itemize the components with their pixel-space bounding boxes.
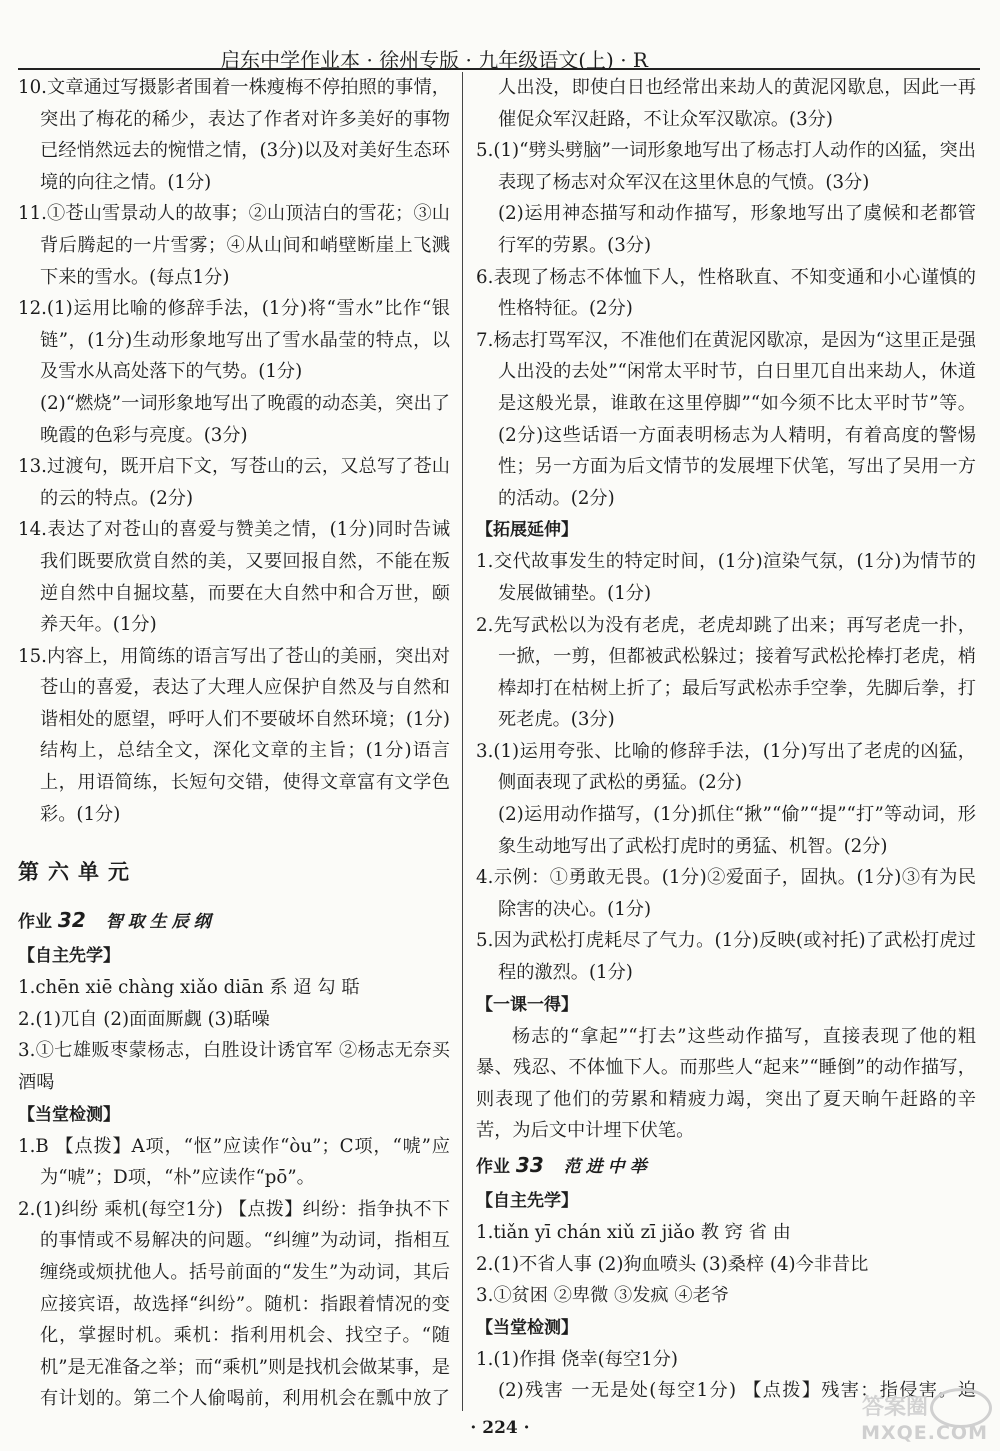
homework-32-answers xyxy=(18,940,450,1411)
answer-paragraph: (2)残害 一无是处(每空1分) 【点拨】残害：指侵害。迫 xyxy=(498,1380,976,1402)
answer-paragraph: 1.(1)作揖 侥幸(每空1分) xyxy=(476,1348,678,1370)
homework-33-answers xyxy=(476,1185,976,1411)
answer-paragraph: 1.交代故事发生的特定时间，(1分)渲染气氛，(1分)为情节的发展做铺垫。(1分) xyxy=(476,551,976,604)
watermark-cn: 答案圈 xyxy=(861,1395,928,1420)
section-heading: 【自主先学】 xyxy=(476,1191,578,1211)
answer-paragraph: 3.(1)运用夸张、比喻的修辞手法，(1分)写出了老虎的凶猛，侧面表现了武松的勇猛。(2分) xyxy=(476,740,976,794)
answer-paragraph: 杨志的“拿起”“打去”这些动作描写，直接表现了他的粗暴、残忍、不体恤下人。而那些人“起来”“睡倒”的动作描写，则表现了他们的劳累和精疲力竭，突出了夏天晌午赶路的辛苦，为后文中计埋下伏笔。 xyxy=(476,1025,976,1142)
section-heading: 【当堂检测】 xyxy=(18,1104,120,1125)
answer-paragraph: 15.内容上，用简练的语言写出了苍山的美丽，突出对苍山的喜爱，表达了大理人应保护自然及与自然和谐相处的愿望，呼吁人们不要破坏自然环境；(1分)结构上，总结全文，深化文章的主旨；(1分)语言上，用语简练，长短句交错，使得文章富有文学色彩。(1分) xyxy=(18,645,450,825)
page-header xyxy=(0,0,1000,72)
answer-paragraph: 2.先写武松以为没有老虎，老虎却跳了出来；再写老虎一扑，一掀，一剪，但都被武松躲过；接着写武松抡棒打老虎，梢棒却打在枯树上折了；最后写武松赤手空拳，先脚后拳，打死老虎。(3分) xyxy=(476,614,976,731)
answer-paragraph: (2)运用动作描写，(1分)抓住“揪”“偷”“提”“打”等动词，形象生动地写出了武松打虎时的勇猛、机智。(2分) xyxy=(498,804,976,857)
answer-paragraph: 人出没，即使白日也经常出来劫人的黄泥冈歇息，因此一再催促众军汉赶路，不让众军汉歇凉。(3分) xyxy=(498,77,976,130)
header-rule xyxy=(18,68,980,70)
answer-paragraph: 12.(1)运用比喻的修辞手法，(1分)将“雪水”比作“银链”，(1分)生动形象地写出了雪水晶莹的特点，以及雪水从高处落下的气势。(1分) xyxy=(18,298,450,383)
column-divider xyxy=(462,72,463,1411)
answer-paragraph: (2)运用神态描写和动作描写，形象地写出了虞候和老都管行军的劳累。(3分) xyxy=(498,203,976,256)
answer-paragraph: 14.表达了对苍山的喜爱与赞美之情，(1分)同时告诫我们既要欣赏自然的美，又要回报自然，不能在叛逆自然中自掘坟墓，而要在大自然中和合万世，颐养天年。(1分) xyxy=(18,519,450,636)
watermark-logo xyxy=(842,1388,992,1444)
answer-paragraph: (2)“燃烧”一词形象地写出了晚霞的动态美，突出了晚霞的色彩与亮度。(3分) xyxy=(40,392,450,446)
watermark-url: MXQE.COM xyxy=(861,1422,988,1444)
right-column xyxy=(476,72,976,1411)
section-heading: 【一课一得】 xyxy=(476,994,578,1015)
answer-paragraph: 4.示例：①勇敢无畏。(1分)②爱面子，固执。(1分)③有为民除害的决心。(1分) xyxy=(476,867,976,920)
homework-title: 范进中举 xyxy=(563,1157,652,1177)
homework-label: 作业 xyxy=(18,912,52,933)
answer-paragraph: 1.B 【点拨】A项，“怄”应读作“òu”；C项，“唬”应为“唬”；D项，“朴”应读作“pō”。 xyxy=(18,1135,450,1189)
answer-paragraph: 1.tiǎn yī chán xiǔ zī jiǎo 教 窍 省 由 xyxy=(476,1222,791,1243)
answer-paragraph: 6.表现了杨志不体恤下人，性格耿直、不知变通和小心谨慎的性格特征。(2分) xyxy=(476,266,976,320)
answer-paragraph: 10.文章通过写摄影者围着一株瘦梅不停拍照的事情，突出了梅花的稀少，表达了作者对许多美好的事物已经悄然远去的惋惜之情，(3分)以及对美好生态环境的向往之情。(1分) xyxy=(18,77,450,193)
homework-number: 32 xyxy=(57,908,86,933)
answer-paragraph: 11.①苍山雪景动人的故事；②山顶洁白的雪花；③山背后腾起的一片雪雾；④从山间和峭壁断崖上飞溅下来的雪水。(每点1分) xyxy=(18,203,450,288)
section-heading: 【当堂检测】 xyxy=(476,1317,578,1338)
section-heading: 【拓展延伸】 xyxy=(476,520,578,541)
right-answers xyxy=(476,72,976,1147)
header-title: 启东中学作业本 · 徐州专版 · 九年级语文(上) · R xyxy=(220,48,648,72)
unit-title: 第六单元 xyxy=(18,860,138,885)
answer-paragraph: 1.chēn xiē chàng xiǎo diān 系 迢 勾 聒 xyxy=(18,977,360,999)
answer-paragraph: 5.因为武松打虎耗尽了气力。(1分)反映(或衬托)了武松打虎过程的激烈。(1分) xyxy=(476,930,976,984)
left-answers xyxy=(18,72,450,830)
answer-paragraph: 2.(1)纠纷 乘机(每空1分) 【点拨】纠纷：指争执不下的事情或不易解决的问题。“纠缠”为动词，指相互缠绕或烦扰他人。括号前面的“发生”为动词，其后应接宾语，故选择“纠纷”。随机：指跟着情况的变化，掌握时机。乘机：指利用机会、找空子。“随机”是无准备之举；而“乘机”则是找机会做某事，是有计划的。第二个人偷喝前，利用机会在瓢中放了 xyxy=(18,1198,450,1410)
section-heading: 【自主先学】 xyxy=(18,946,120,967)
homework-33-heading xyxy=(476,1147,976,1185)
answer-paragraph: 3.①七雄贩枣蒙杨志，白胜设计诱官军 ②杨志无奈买酒喝 xyxy=(18,1040,450,1094)
left-column xyxy=(18,72,450,1411)
answer-paragraph: 13.过渡句，既开启下文，写苍山的云，又总写了苍山的云的特点。(2分) xyxy=(18,456,450,509)
answer-paragraph: 2.(1)兀自 (2)面面厮觑 (3)聒噪 xyxy=(18,1008,270,1030)
homework-number: 33 xyxy=(515,1153,544,1177)
homework-32-heading xyxy=(18,902,450,940)
homework-label: 作业 xyxy=(476,1157,510,1177)
homework-title: 智取生辰纲 xyxy=(105,912,216,933)
answer-paragraph: 7.杨志打骂军汉，不准他们在黄泥冈歇凉，是因为“这里正是强人出没的去处”“闲常太平时节，白日里兀自出来劫人，休道是这般光景，谁敢在这里停脚”“如今须不比太平时节”等。(2分)这些话语一方面表明杨志为人精明，有着高度的警惕性；另一方面为后文情节的发展埋下伏笔，写出了吴用一方的活动。(2分) xyxy=(476,329,976,509)
answer-paragraph: 5.(1)“劈头劈脑”一词形象地写出了杨志打人动作的凶猛，突出表现了杨志对众军汉在这里休息的气愤。(3分) xyxy=(476,140,976,193)
page-number: · 224 · xyxy=(470,1418,530,1438)
answer-paragraph: 3.①贫困 ②卑微 ③发疯 ④老爷 xyxy=(476,1285,729,1307)
answer-paragraph: 2.(1)不省人事 (2)狗血喷头 (3)桑梓 (4)今非昔比 xyxy=(476,1253,869,1275)
